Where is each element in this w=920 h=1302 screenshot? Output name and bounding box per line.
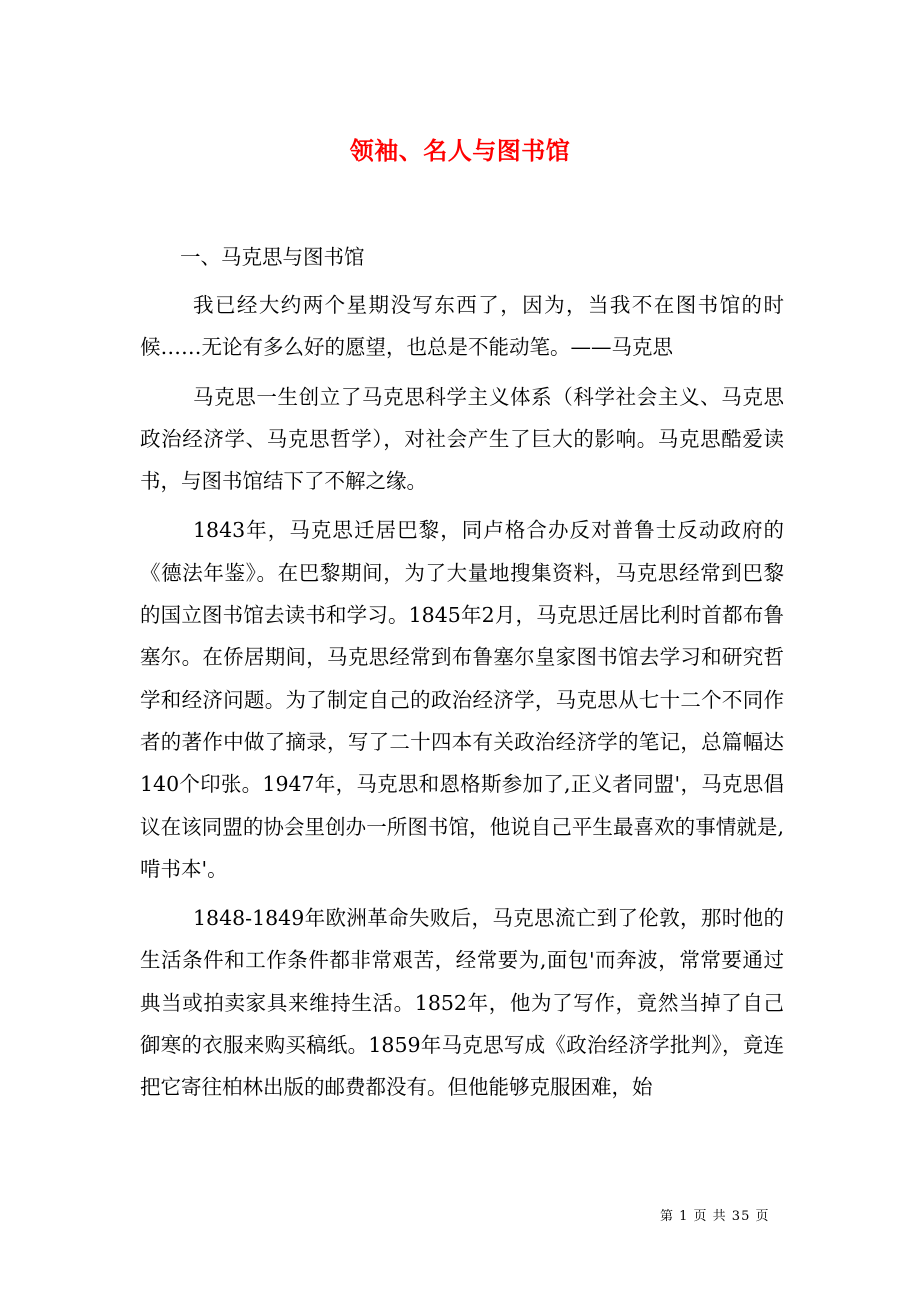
section-heading: 一、马克思与图书馆 xyxy=(180,245,365,269)
paragraph-quote: 我已经大约两个星期没写东西了，因为，当我不在图书馆的时候……无论有多么好的愿望，也总是不能动笔。——马克思 xyxy=(140,293,784,360)
document-body xyxy=(140,284,784,1116)
paragraph-intro: 马克思一生创立了马克思科学主义体系（科学社会主义、马克思政治经济学、马克思哲学），对社会产生了巨大的影响。马克思酷爱读书，与图书馆结下了不解之缘。 xyxy=(140,384,784,494)
page-title: 领袖、名人与图书馆 xyxy=(349,136,571,166)
paragraph-1843: 1843年，马克思迁居巴黎，同卢格合办反对普鲁士反动政府的《德法年鉴》。在巴黎期间，为了大量地搜集资料，马克思经常到巴黎的国立图书馆去读书和学习。1845年2月，马克思迁居比利时首都布鲁塞尔。在侨居期间，马克思经常到布鲁塞尔皇家图书馆去学习和研究哲学和经济问题。为了制定自己的政治经济学，马克思从七十二个不同作者的著作中做了摘录，写了二十四本有关政治经济学的笔记，总篇幅达140个印张。1947年，马克思和恩格斯参加了,正义者同盟'，马克思倡议在该同盟的协会里创办一所图书馆，他说自己平生最喜欢的事情就是,啃书本'。 xyxy=(140,518,784,881)
page-footer: 第 1 页 共 35 页 xyxy=(660,1209,770,1224)
paragraph-1848: 1848-1849年欧洲革命失败后，马克思流亡到了伦敦，那时他的生活条件和工作条件都非常艰苦，经常要为,面包'而奔波，常常要通过典当或拍卖家具来维持生活。1852年，他为了写作，竟然当掉了自己御寒的衣服来购买稿纸。1859年马克思写成《政治经济学批判》，竟连把它寄往柏林出版的邮费都没有。但他能够克服困难，始 xyxy=(140,906,784,1100)
